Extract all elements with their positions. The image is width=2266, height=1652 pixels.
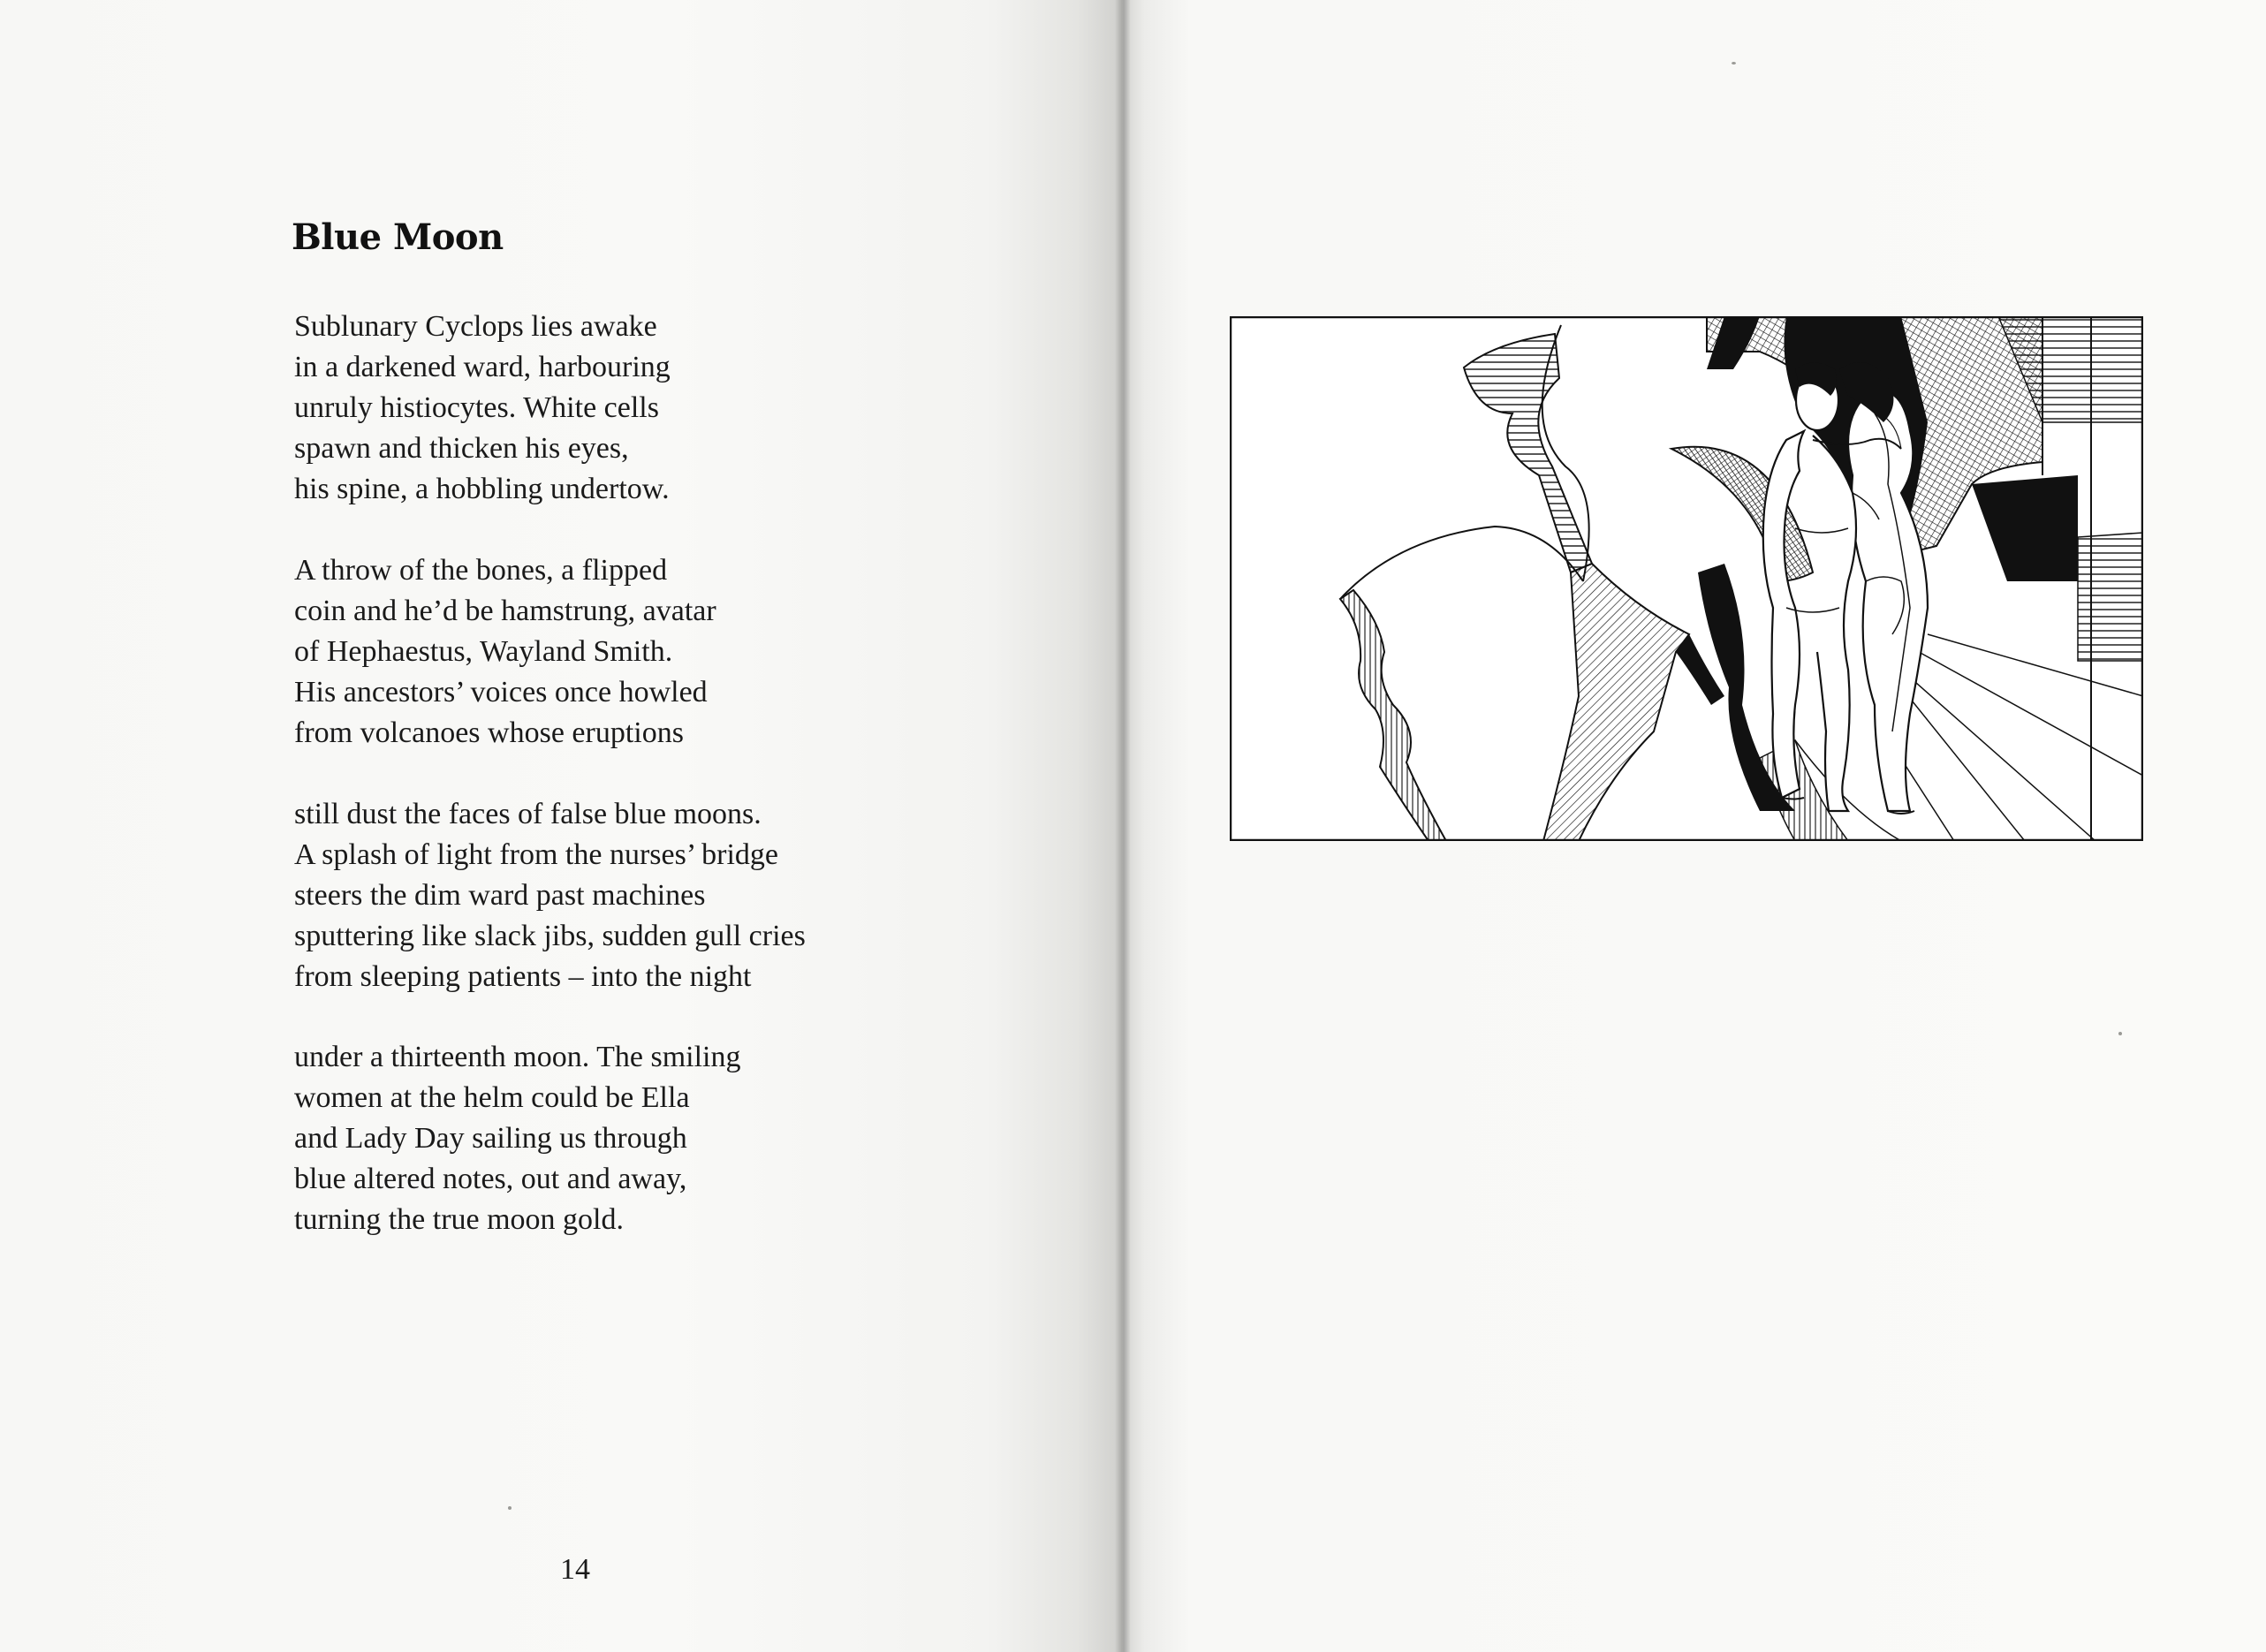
poem-line: A splash of light from the nurses’ bridge (294, 838, 779, 871)
page-number: 14 (560, 1553, 590, 1586)
paper-speck (1732, 62, 1736, 64)
poem-line: turning the true moon gold. (294, 1203, 625, 1236)
poem-line: unruly histiocytes. White cells (294, 391, 659, 424)
poem-line: spawn and thicken his eyes, (294, 432, 629, 465)
poem-line: steers the dim ward past machines (294, 879, 706, 912)
poem-line: and Lady Day sailing us through (294, 1122, 687, 1155)
poem-line: his spine, a hobbling undertow. (294, 473, 670, 505)
stanza-1 (294, 307, 671, 510)
hatched-panel (2078, 533, 2143, 661)
poem-line: His ancestors’ voices once howled (294, 676, 708, 709)
book-gutter-shadow (1115, 0, 1131, 1652)
poem-line: A throw of the bones, a flipped (294, 554, 668, 587)
poem-line: Sublunary Cyclops lies awake (294, 310, 657, 343)
poem-line: still dust the faces of false blue moons. (294, 798, 762, 830)
poem-line: coin and he’d be hamstrung, avatar (294, 595, 716, 627)
poem-line: in a darkened ward, harbouring (294, 351, 671, 383)
poem-title: Blue Moon (292, 216, 504, 258)
left-page (0, 0, 1122, 1652)
poem-line: under a thirteenth moon. The smiling (294, 1041, 741, 1073)
paper-speck (2118, 1032, 2122, 1035)
poem-line: sputtering like slack jibs, sudden gull cries (294, 920, 806, 952)
poem-line: from sleeping patients – into the night (294, 960, 752, 993)
poem-line: women at the helm could be Ella (294, 1081, 690, 1114)
poem-line: from volcanoes whose eruptions (294, 716, 684, 749)
stanza-2 (294, 550, 716, 754)
poem-line: of Hephaestus, Wayland Smith. (294, 635, 673, 668)
ink-illustration (1230, 316, 2143, 841)
stanza-3 (294, 794, 806, 997)
poem-line: blue altered notes, out and away, (294, 1163, 687, 1195)
stanza-4 (294, 1037, 741, 1240)
paper-speck (508, 1506, 512, 1510)
